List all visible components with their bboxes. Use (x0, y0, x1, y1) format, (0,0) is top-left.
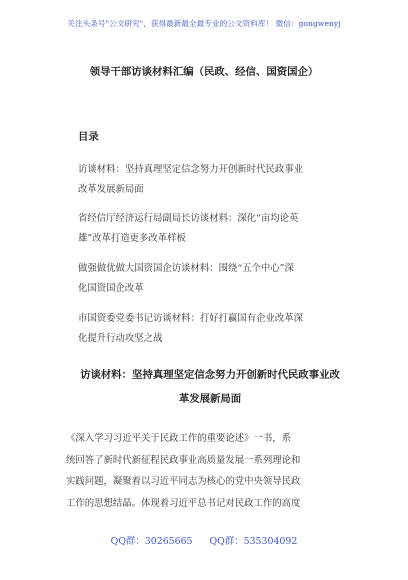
footer-contacts (0, 533, 408, 547)
document-title: 领导干部访谈材料汇编（民政、经信、国资国企） (89, 66, 319, 78)
toc-entry-line: 市国资委党委书记访谈材料：打好打赢国有企业改革深 (78, 313, 304, 324)
paragraph-line: 《深入学习习近平关于民政工作的重要论述》一书，系 (66, 433, 292, 444)
toc-entry-line: 省经信厅经济运行局副局长访谈材料：深化“亩均论英 (78, 213, 299, 224)
toc-entry-3[interactable] (78, 259, 346, 299)
toc-entry-4[interactable] (78, 309, 346, 349)
toc-entry-line: 改革发展新局面 (78, 184, 144, 195)
toc-entry-line: 化提升行动攻坚之战 (78, 333, 163, 344)
toc-entry-line: 做强做优做大国资国企访谈材料：围绕“五个中心”深 (78, 263, 294, 274)
toc-heading: 目录 (78, 131, 99, 143)
toc-entry-2[interactable] (78, 209, 346, 249)
paragraph-line: 统回答了新时代新征程民政事业高质量发展一系列理论和 (66, 454, 301, 466)
body-paragraph (66, 428, 352, 514)
section-heading (68, 363, 352, 411)
footer-qq-group-2: QQ群：535304092 (209, 536, 298, 547)
paragraph-line: 工作的思想结晶。体现着习近平总书记对民政工作的高度 (66, 497, 301, 509)
toc-entry-line: 化国资国企改革 (78, 283, 144, 294)
toc-entry-line: 访谈材料：坚持真理坚定信念努力开创新时代民政事业 (78, 164, 304, 175)
header-banner: 关注头条号"公文研究"，获得最新最全最专业的公文资料库！ 微信：gongwenyj (67, 19, 341, 28)
toc-entry-1[interactable] (78, 160, 346, 200)
toc-entry-line: 雄”改革打造更多改革样板 (78, 233, 186, 244)
footer-qq-group-1: QQ群：30265665 (110, 536, 193, 547)
section-heading-line: 访谈材料：坚持真理坚定信念努力开创新时代民政事业改 (80, 369, 340, 381)
paragraph-line: 实践问题，凝聚着以习近平同志为核心的党中央领导民政 (66, 476, 301, 487)
section-heading-line: 革发展新局面 (178, 393, 242, 405)
